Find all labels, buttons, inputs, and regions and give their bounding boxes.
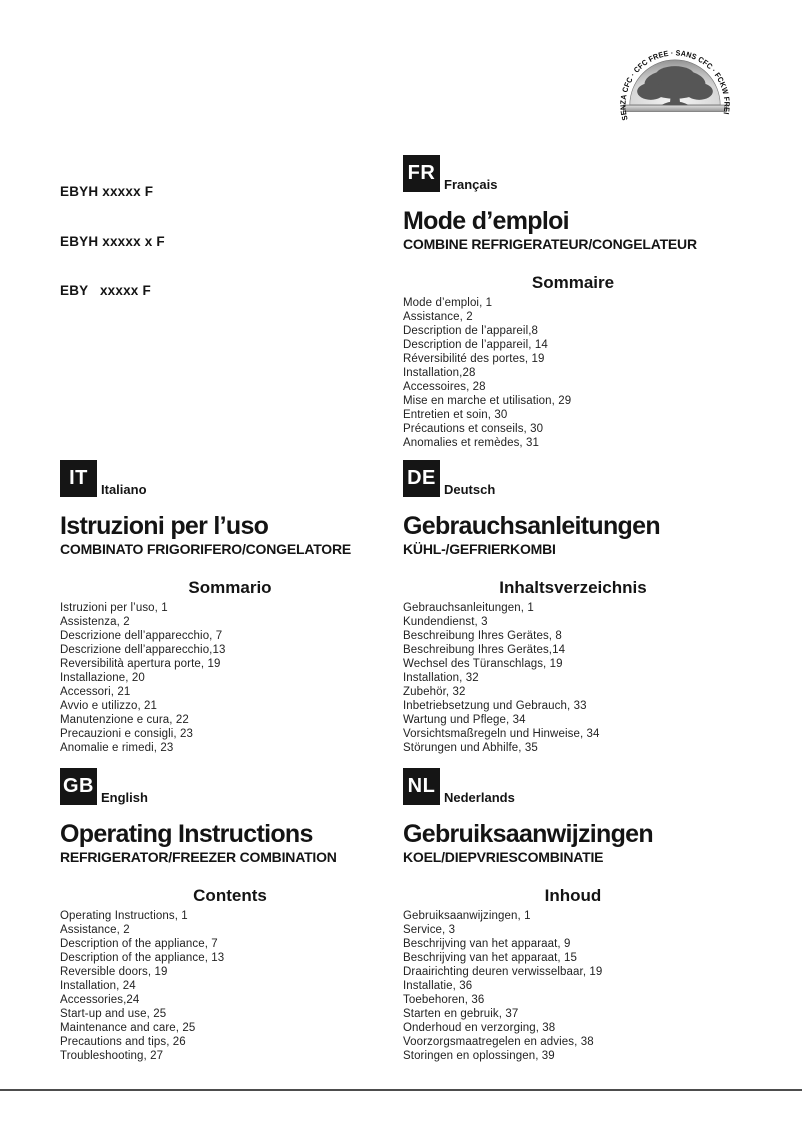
toc-heading: Inhoud — [544, 886, 602, 905]
toc-item: Operating Instructions, 1 — [60, 910, 188, 922]
language-label: Deutsch — [444, 482, 496, 497]
language-label: English — [101, 790, 148, 805]
toc-item: Accessoires, 28 — [403, 381, 486, 393]
toc-list — [403, 601, 743, 755]
toc-item: Maintenance and care, 25 — [60, 1022, 196, 1034]
toc-list — [60, 909, 400, 1063]
toc-item: Mode d’emploi, 1 — [403, 297, 493, 309]
section-subtitle: COMBINE REFRIGERATEUR/CONGELATEUR — [403, 236, 697, 252]
section-it — [60, 460, 400, 755]
section-subtitle: KOEL/DIEPVRIESCOMBINATIE — [403, 849, 604, 865]
toc-item: Kundendienst, 3 — [403, 616, 488, 628]
section-title: Istruzioni per l’uso — [60, 512, 269, 540]
footer-rule — [0, 1089, 802, 1091]
toc-item: Reversible doors, 19 — [60, 966, 168, 978]
section-title: Operating Instructions — [60, 820, 313, 848]
toc-item: Assistance, 2 — [60, 924, 130, 936]
toc-item: Reversibilità apertura porte, 19 — [60, 658, 221, 670]
toc-item: Description of the appliance, 13 — [60, 952, 225, 964]
toc-item: Störungen und Abhilfe, 35 — [403, 742, 538, 754]
toc-item: Draairichting deuren verwisselbaar, 19 — [403, 966, 603, 978]
toc-item: Description de l’appareil,8 — [403, 325, 539, 337]
toc-item: Installatie, 36 — [403, 980, 473, 992]
toc-heading: Sommaire — [531, 273, 615, 292]
toc-item: Istruzioni per l’uso, 1 — [60, 602, 168, 614]
section-subtitle: REFRIGERATOR/FREEZER COMBINATION — [60, 849, 337, 865]
section-subtitle: COMBINATO FRIGORIFERO/CONGELATORE — [60, 541, 352, 557]
toc-item: Mise en marche et utilisation, 29 — [403, 395, 572, 407]
toc-item: Precauzioni e consigli, 23 — [60, 728, 194, 740]
language-badge-it: IT — [60, 460, 97, 497]
section-title: Mode d’emploi — [403, 207, 569, 235]
model-number: EBYH xxxxx F — [60, 184, 154, 199]
logo-ground — [623, 105, 726, 111]
language-badge-nl: NL — [403, 768, 440, 805]
model-numbers — [60, 151, 165, 333]
section-fr — [403, 155, 743, 450]
badge-row — [60, 460, 400, 497]
toc-item: Accessories,24 — [60, 994, 140, 1006]
logo-arc-text: SENZA CFC · CFC FREE · SANS CFC · FCKW FREI — [618, 48, 732, 122]
language-label: Nederlands — [444, 790, 515, 805]
language-badge-gb: GB — [60, 768, 97, 805]
toc-item: Accessori, 21 — [60, 686, 131, 698]
toc-item: Troubleshooting, 27 — [60, 1050, 164, 1062]
toc-item: Gebrauchsanleitungen, 1 — [403, 602, 534, 614]
section-title: Gebrauchsanleitungen — [403, 512, 660, 540]
toc-item: Installation, 32 — [403, 672, 479, 684]
language-badge-de: DE — [403, 460, 440, 497]
cfc-free-logo — [600, 42, 750, 124]
badge-row — [60, 768, 400, 805]
toc-item: Onderhoud en verzorging, 38 — [403, 1022, 556, 1034]
toc-item: Beschrijving van het apparaat, 15 — [403, 952, 577, 964]
model-number: EBY xxxxx F — [60, 283, 151, 298]
toc-item: Manutenzione e cura, 22 — [60, 714, 189, 726]
toc-item: Storingen en oplossingen, 39 — [403, 1050, 555, 1062]
toc-item: Anomalies et remèdes, 31 — [403, 437, 539, 449]
language-label: Italiano — [101, 482, 147, 497]
toc-item: Gebruiksaanwijzingen, 1 — [403, 910, 531, 922]
toc-heading: Sommario — [188, 578, 272, 597]
section-de — [403, 460, 743, 755]
toc-item: Precautions and tips, 26 — [60, 1036, 186, 1048]
toc-item: Installation,28 — [403, 367, 476, 379]
toc-item: Beschreibung Ihres Gerätes, 8 — [403, 630, 562, 642]
toc-item: Wartung und Pflege, 34 — [403, 714, 526, 726]
toc-item: Start-up and use, 25 — [60, 1008, 167, 1020]
language-label: Français — [444, 177, 498, 192]
toc-item: Descrizione dell’apparecchio, 7 — [60, 630, 223, 642]
toc-item: Description of the appliance, 7 — [60, 938, 218, 950]
toc-item: Beschreibung Ihres Gerätes,14 — [403, 644, 566, 656]
toc-list — [403, 296, 743, 450]
toc-heading: Contents — [193, 886, 267, 905]
badge-row — [403, 460, 743, 497]
section-title: Gebruiksaanwijzingen — [403, 820, 653, 848]
badge-row — [403, 768, 743, 805]
toc-item: Descrizione dell’apparecchio,13 — [60, 644, 226, 656]
model-number: EBYH xxxxx x F — [60, 233, 165, 249]
toc-item: Assistenza, 2 — [60, 616, 130, 628]
toc-item: Vorsichtsmaßregeln und Hinweise, 34 — [403, 728, 600, 740]
toc-item: Inbetriebsetzung und Gebrauch, 33 — [403, 700, 587, 712]
toc-item: Installation, 24 — [60, 980, 136, 992]
toc-item: Description de l’appareil, 14 — [403, 339, 548, 351]
language-badge-fr: FR — [403, 155, 440, 192]
section-subtitle: KÜHL-/GEFRIERKOMBI — [403, 541, 556, 557]
toc-item: Wechsel des Türanschlags, 19 — [403, 658, 563, 670]
toc-item: Zubehör, 32 — [403, 686, 466, 698]
section-gb — [60, 768, 400, 1063]
toc-item: Anomalie e rimedi, 23 — [60, 742, 174, 754]
section-nl — [403, 768, 743, 1063]
toc-list — [60, 601, 400, 755]
toc-item: Assistance, 2 — [403, 311, 473, 323]
toc-item: Réversibilité des portes, 19 — [403, 353, 545, 365]
toc-item: Toebehoren, 36 — [403, 994, 485, 1006]
toc-item: Entretien et soin, 30 — [403, 409, 508, 421]
badge-row — [403, 155, 743, 192]
toc-item: Avvio e utilizzo, 21 — [60, 700, 158, 712]
toc-item: Installazione, 20 — [60, 672, 145, 684]
toc-item: Starten en gebruik, 37 — [403, 1008, 519, 1020]
toc-item: Beschrijving van het apparaat, 9 — [403, 938, 571, 950]
toc-list — [403, 909, 743, 1063]
toc-item: Précautions et conseils, 30 — [403, 423, 544, 435]
toc-item: Voorzorgsmaatregelen en advies, 38 — [403, 1036, 594, 1048]
toc-heading: Inhaltsverzeichnis — [499, 578, 647, 597]
toc-item: Service, 3 — [403, 924, 456, 936]
